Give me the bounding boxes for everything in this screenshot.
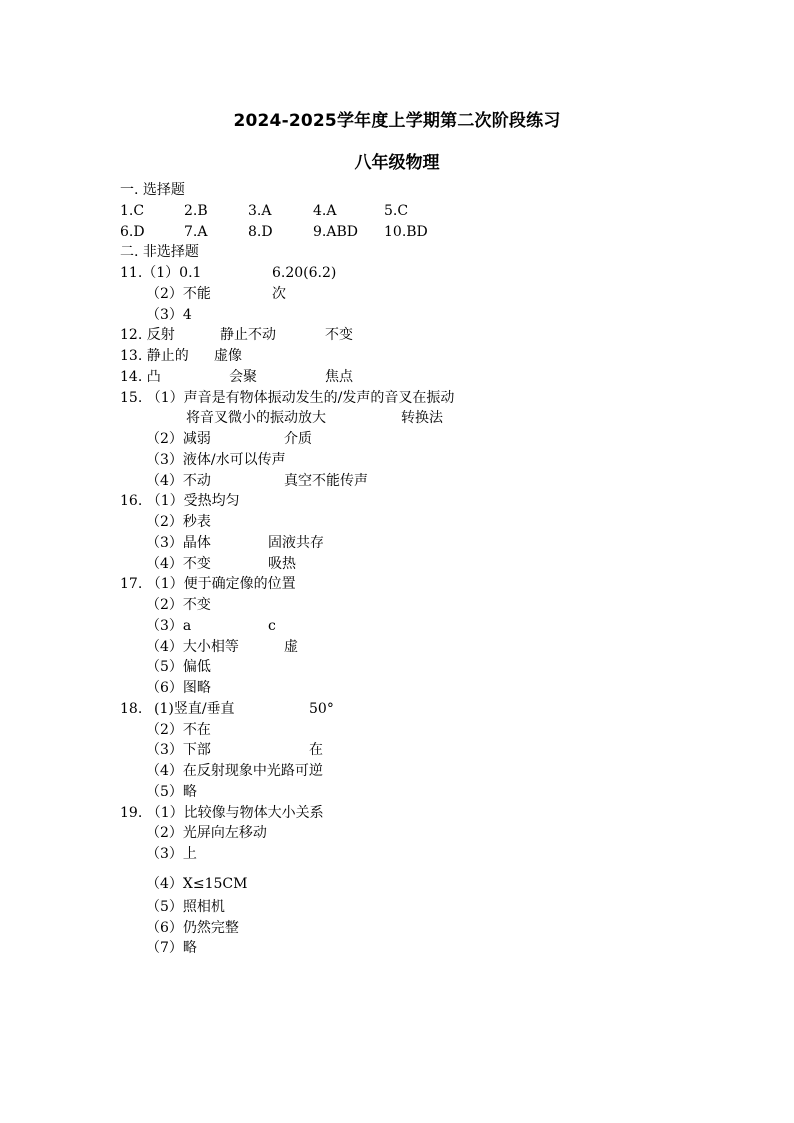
answer-line (0, 491, 794, 512)
answer-text: 虚像 (214, 348, 242, 364)
answer-line (0, 512, 794, 533)
mc-answer: 10.BD (384, 223, 428, 240)
answer-line (0, 938, 794, 959)
mc-answer: 6.D (120, 223, 145, 240)
section-heading-nonchoice (0, 242, 794, 263)
answer-body (0, 180, 794, 959)
answer-text: 次 (272, 285, 286, 302)
mc-answer: 7.A (184, 223, 208, 240)
page-subtitle: 八年级物理 (354, 153, 440, 173)
answer-text: （4）不动 (146, 472, 211, 489)
page-title: 2024-2025学年度上学期第二次阶段练习 (233, 111, 561, 131)
answer-text: 50° (309, 700, 334, 717)
answer-text: 18. (120, 700, 143, 717)
answer-line (0, 699, 794, 720)
answer-line (0, 346, 794, 367)
answer-text: （3）上 (146, 846, 197, 862)
answer-text: 虚 (284, 638, 298, 655)
answer-line (0, 325, 794, 346)
answer-line (0, 305, 794, 326)
answer-text: 将音叉微小的振动放大 (186, 410, 326, 427)
answer-text: 吸热 (268, 555, 296, 572)
answer-text: （2）秒表 (146, 514, 211, 530)
mc-answer: 9.ABD (313, 223, 358, 240)
answer-text: （3）下部 (146, 742, 211, 759)
answer-line (0, 574, 794, 595)
answer-text: （2）不在 (146, 721, 211, 738)
answer-text: （6）图略 (146, 680, 211, 696)
answer-text: 16. （1）受热均匀 (120, 493, 240, 510)
answer-text: 会聚 (229, 368, 257, 385)
answer-text: 介质 (284, 431, 312, 447)
answer-text: 11.（1）0.1 (120, 265, 202, 281)
mc-answer-row (0, 201, 794, 222)
answer-line (0, 595, 794, 616)
answer-text: 19. （1）比较像与物体大小关系 (120, 804, 324, 821)
answer-line (0, 657, 794, 678)
answer-text: c (268, 617, 276, 634)
mc-answer: 8.D (248, 223, 273, 240)
answer-text: 固液共存 (268, 534, 324, 551)
answer-text: （2）减弱 (146, 431, 211, 447)
answer-text: （6）仍然完整 (146, 919, 239, 936)
answer-text: （2）光屏向左移动 (146, 825, 267, 842)
answer-line (0, 367, 794, 388)
answer-text: 不变 (325, 327, 353, 344)
answer-line (0, 823, 794, 844)
answer-line (0, 844, 794, 865)
answer-text: （3）晶体 (146, 534, 211, 551)
answer-text: 转换法 (401, 410, 443, 427)
answer-line (0, 616, 794, 637)
answer-line (0, 761, 794, 782)
answer-text: 12. 反射 (120, 327, 175, 344)
mc-answer: 2.B (184, 202, 208, 219)
answer-text: （5）偏低 (146, 659, 211, 676)
answer-text: 17. （1）便于确定像的位置 (120, 576, 296, 593)
answer-text: （7）略 (146, 940, 197, 957)
mc-answer: 5.C (384, 202, 409, 219)
answer-line (0, 408, 794, 429)
section-label: 二. 非选择题 (120, 244, 199, 261)
answer-line (0, 865, 794, 897)
answer-line (0, 720, 794, 741)
section-label: 一. 选择题 (120, 182, 185, 198)
answer-line (0, 429, 794, 450)
answer-line (0, 637, 794, 658)
answer-text: （4）X≤15CM (146, 875, 248, 892)
mc-answer: 4.A (313, 202, 337, 219)
mc-answer: 3.A (248, 202, 272, 219)
answer-text: 在 (309, 742, 323, 759)
mc-answer-row (0, 222, 794, 243)
answer-text: （2）不变 (146, 597, 211, 613)
answer-text: (1)竖直/垂直 (154, 700, 235, 717)
answer-line (0, 782, 794, 803)
answer-text: （4）大小相等 (146, 638, 239, 655)
answer-line (0, 740, 794, 761)
answer-line (0, 918, 794, 939)
answer-line (0, 533, 794, 554)
answer-text: （2）不能 (146, 285, 211, 302)
answer-text: 静止不动 (220, 327, 276, 344)
answer-text: 真空不能传声 (284, 472, 368, 489)
answer-text: 13. 静止的 (120, 348, 189, 364)
answer-line (0, 678, 794, 699)
answer-text: 焦点 (325, 368, 353, 385)
answer-text: （5）照相机 (146, 898, 225, 915)
answer-text: （3）4 (146, 306, 192, 323)
answer-line (0, 284, 794, 305)
answer-text: 14. 凸 (120, 368, 161, 385)
answer-line (0, 554, 794, 575)
answer-line (0, 803, 794, 824)
section-heading-choice (0, 180, 794, 201)
answer-text: （3）液体/水可以传声 (146, 451, 286, 468)
answer-line (0, 388, 794, 409)
answer-text: 6.20(6.2) (272, 265, 337, 281)
answer-line (0, 263, 794, 284)
answer-line (0, 897, 794, 918)
answer-text: （5）略 (146, 783, 197, 800)
answer-text: （4）在反射现象中光路可逆 (146, 763, 323, 779)
answer-text: （4）不变 (146, 555, 211, 572)
mc-answer: 1.C (120, 202, 145, 219)
answer-text: 15. （1）声音是有物体振动发生的/发声的音叉在振动 (120, 389, 455, 406)
answer-line (0, 450, 794, 471)
answer-line (0, 471, 794, 492)
answer-text: （3）a (146, 617, 192, 634)
